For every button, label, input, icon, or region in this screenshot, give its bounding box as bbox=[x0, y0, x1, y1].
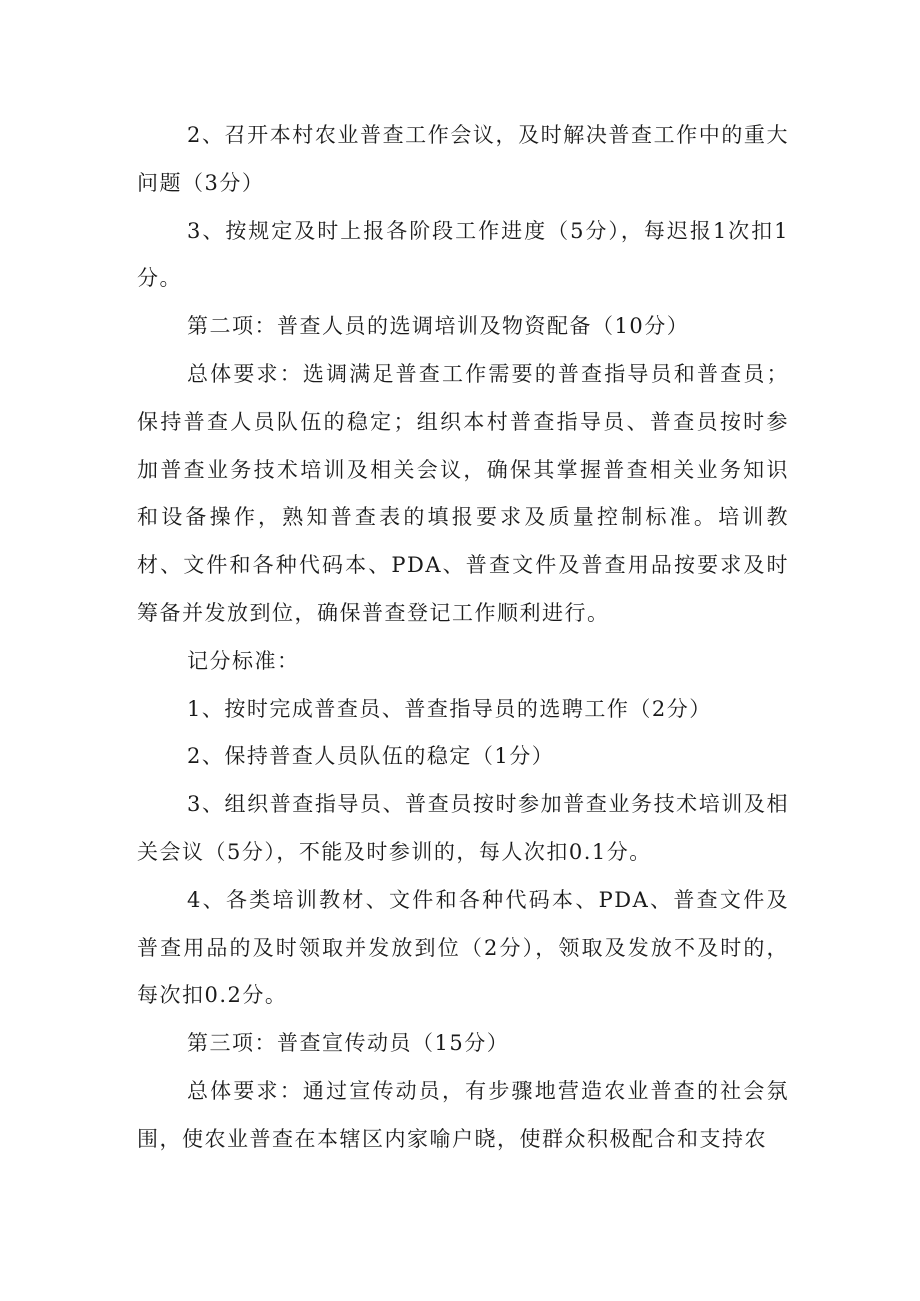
section-heading-2: 第二项：普查人员的选调培训及物资配备（10分） bbox=[187, 314, 690, 339]
criteria-item-2: 2、保持普查人员队伍的稳定（1分） bbox=[187, 744, 555, 769]
general-requirements-2: 总体要求：选调满足普查工作需要的普查指导员和普查员；保持普查人员队伍的稳定；组织本村普查指导员、普查员按时参加普查业务技术培训及相关会议，确保其掌握普查相关业务知识和设备操作，熟知普查表的填报要求及质量控制标准。培训教材、文件和各种代码本、PDA、普查文件及普查用品按要求及时筹备并发放到位，确保普查登记工作顺利进行。 bbox=[137, 361, 789, 625]
section-heading-3: 第三项：普查宣传动员（15分） bbox=[187, 1031, 510, 1056]
criteria-item-3: 3、组织普查指导员、普查员按时参加普查业务技术培训及相关会议（5分），不能及时参训的，每人次扣0.1分。 bbox=[137, 792, 789, 864]
paragraph-item-3: 3、按规定及时上报各阶段工作进度（5分），每迟报1次扣1分。 bbox=[137, 218, 789, 291]
paragraph-item-2: 2、召开本村农业普查工作会议，及时解决普查工作中的重大问题（3分） bbox=[137, 123, 789, 195]
criteria-item-1: 1、按时完成普查员、普查指导员的选聘工作（2分） bbox=[187, 696, 712, 721]
general-requirements-3: 总体要求：通过宣传动员，有步骤地营造农业普查的社会氛围，使农业普查在本辖区内家喻户晓，使群众积极配合和支持农 bbox=[137, 1078, 789, 1151]
scoring-criteria-label: 记分标准： bbox=[187, 648, 300, 673]
document-body bbox=[137, 112, 789, 1164]
criteria-item-4: 4、各类培训教材、文件和各种代码本、PDA、普查文件及普查用品的及时领取并发放到位（2分），领取及发放不及时的，每次扣0.2分。 bbox=[137, 887, 789, 1008]
